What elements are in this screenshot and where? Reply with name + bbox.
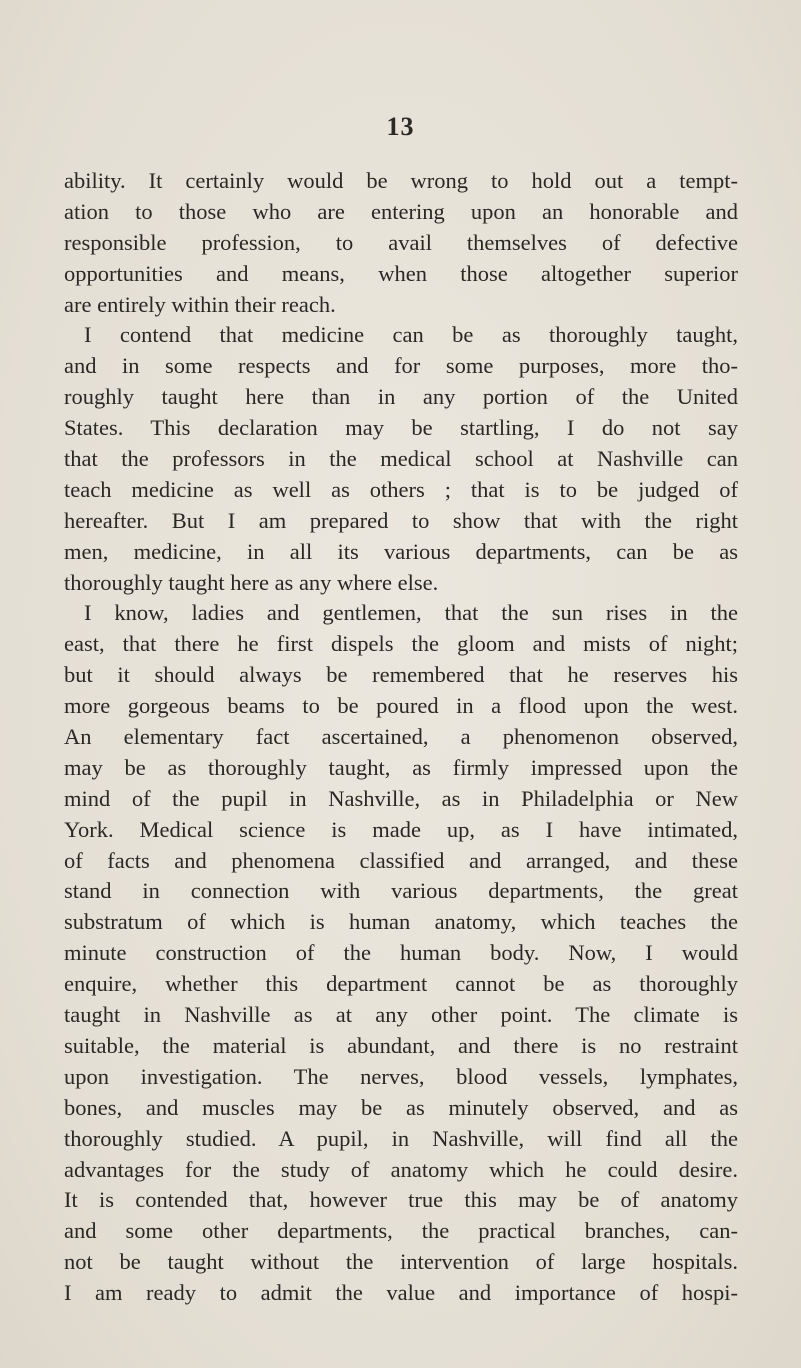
body-text (64, 166, 738, 1309)
paragraph-start-line: I know, ladies and gentlemen, that the sun rises in the (84, 600, 738, 626)
text-line: upon investigation. The nerves, blood vessels, lymphates, (64, 1063, 738, 1089)
page-number: 13 (386, 112, 415, 141)
text-line: advantages for the study of anatomy which he could desire. (64, 1156, 738, 1182)
paragraph-start-line: I contend that medicine can be as thoroughly taught, (84, 322, 738, 348)
text-line: ation to those who are entering upon an honorable and (64, 198, 738, 224)
text-line: roughly taught here than in any portion of the United (64, 384, 738, 410)
text-line: not be taught without the intervention of large hospitals. (64, 1249, 738, 1275)
text-line: responsible profession, to avail themselves of defective (64, 229, 738, 255)
text-line: more gorgeous beams to be poured in a flood upon the west. (64, 693, 738, 719)
text-line: York. Medical science is made up, as I have intimated, (64, 816, 738, 842)
text-line: teach medicine as well as others ; that is to be judged of (64, 476, 738, 502)
text-line: that the professors in the medical school at Nashville can (64, 446, 738, 472)
text-line: are entirely within their reach. (64, 291, 336, 317)
text-line: thoroughly studied. A pupil, in Nashville, will find all the (64, 1125, 738, 1151)
text-line: substratum of which is human anatomy, which teaches the (64, 909, 738, 935)
text-line: thoroughly taught here as any where else. (64, 569, 439, 595)
text-line: and in some respects and for some purposes, more tho- (64, 353, 738, 379)
text-line: I am ready to admit the value and importance of hospi- (64, 1280, 738, 1306)
text-line: and some other departments, the practical branches, can- (64, 1218, 738, 1244)
text-line: ability. It certainly would be wrong to hold out a tempt- (64, 168, 738, 193)
text-line: taught in Nashville as at any other point. The climate is (64, 1002, 738, 1028)
text-line: of facts and phenomena classified and arranged, and these (64, 847, 738, 873)
text-line: stand in connection with various departments, the great (64, 878, 738, 904)
text-line: but it should always be remembered that he reserves his (64, 662, 738, 688)
text-line: It is contended that, however true this may be of anatomy (64, 1187, 738, 1213)
text-line: east, that there he first dispels the gloom and mists of night; (64, 631, 738, 657)
text-line: men, medicine, in all its various departments, can be as (64, 538, 738, 564)
text-line: hereafter. But I am prepared to show that with the right (64, 507, 738, 533)
text-line: opportunities and means, when those altogether superior (64, 260, 738, 286)
text-line: States. This declaration may be startling, I do not say (64, 415, 738, 441)
text-line: mind of the pupil in Nashville, as in Philadelphia or New (64, 785, 738, 811)
text-line: minute construction of the human body. Now, I would (64, 940, 738, 966)
text-line: An elementary fact ascertained, a phenomenon observed, (64, 724, 738, 750)
text-line: bones, and muscles may be as minutely observed, and as (64, 1094, 738, 1120)
text-line: may be as thoroughly taught, as firmly impressed upon the (64, 754, 738, 780)
text-line: suitable, the material is abundant, and there is no restraint (64, 1032, 738, 1058)
text-line: enquire, whether this department cannot be as thoroughly (64, 971, 738, 997)
